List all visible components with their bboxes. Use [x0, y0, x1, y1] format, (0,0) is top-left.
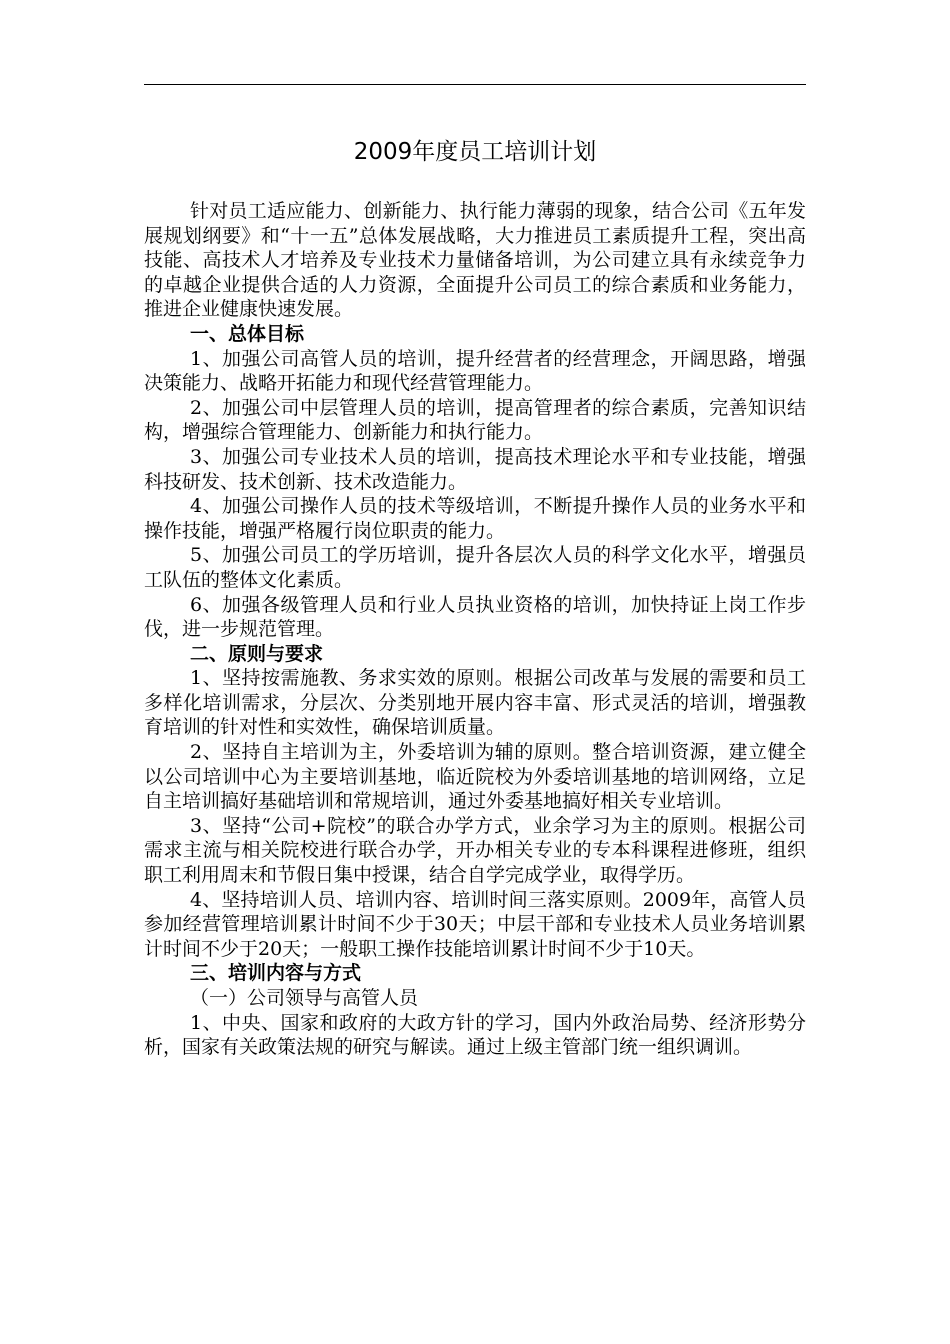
document-title: 2009年度员工培训计划 — [353, 139, 597, 165]
paragraph: 1、加强公司高管人员的培训，提升经营者的经营理念，开阔思路，增强决策能力、战略开拓能力和现代经营管理能力。 — [144, 347, 806, 395]
subsection-heading: （一）公司领导与高管人员 — [190, 987, 419, 1009]
section-heading: 三、培训内容与方式 — [190, 962, 362, 985]
paragraph: 1、坚持按需施教、务求实效的原则。根据公司改革与发展的需要和员工多样化培训需求，分层次、分类别地开展内容丰富、形式灵活的培训，增强教育培训的针对性和实效性，确保培训质量。 — [144, 667, 806, 739]
paragraph: 6、加强各级管理人员和行业人员执业资格的培训，加快持证上岗工作步伐，进一步规范管理。 — [144, 593, 806, 641]
paragraph: 3、加强公司专业技术人员的培训，提高技术理论水平和专业技能，增强科技研发、技术创新、技术改造能力。 — [144, 445, 806, 493]
header-rule — [144, 84, 806, 85]
paragraph: 2、加强公司中层管理人员的培训，提高管理者的综合素质，完善知识结构，增强综合管理能力、创新能力和执行能力。 — [144, 396, 806, 444]
section-heading: 一、总体目标 — [190, 322, 305, 345]
paragraph: 3、坚持“公司+院校”的联合办学方式，业余学习为主的原则。根据公司需求主流与相关院校进行联合办学，开办相关专业的专本科课程进修班，组织职工利用周末和节假日集中授课，结合自学完成学业，取得学历。 — [144, 814, 806, 887]
document-body — [144, 199, 806, 1060]
section-heading: 二、原则与要求 — [190, 642, 324, 665]
paragraph: 4、加强公司操作人员的技术等级培训，不断提升操作人员的业务水平和操作技能，增强严格履行岗位职责的能力。 — [144, 495, 806, 542]
paragraph: 2、坚持自主培训为主，外委培训为辅的原则。整合培训资源，建立健全以公司培训中心为主要培训基地，临近院校为外委培训基地的培训网络，立足自主培训搞好基础培训和常规培训，通过外委基地搞好相关专业培训。 — [144, 741, 806, 813]
paragraph: 1、中央、国家和政府的大政方针的学习，国内外政治局势、经济形势分析，国家有关政策法规的研究与解读。通过上级主管部门统一组织调训。 — [144, 1011, 806, 1059]
paragraph: 5、加强公司员工的学历培训，提升各层次人员的科学文化水平，增强员工队伍的整体文化素质。 — [144, 544, 806, 591]
intro-paragraph: 针对员工适应能力、创新能力、执行能力薄弱的现象，结合公司《五年发展规划纲要》和“十一五”总体发展战略，大力推进员工素质提升工程，突出高技能、高技术人才培养及专业技术力量储备培训，为公司建立具有永续竞争力的卓越企业提供合适的人力资源，全面提升公司员工的综合素质和业务能力，推进企业健康快速发展。 — [144, 200, 806, 321]
paragraph: 4、坚持培训人员、培训内容、培训时间三落实原则。2009年，高管人员参加经营管理培训累计时间不少于30天；中层干部和专业技术人员业务培训累计时间不少于20天；一般职工操作技能培训累计时间不少于10天。 — [144, 888, 806, 960]
